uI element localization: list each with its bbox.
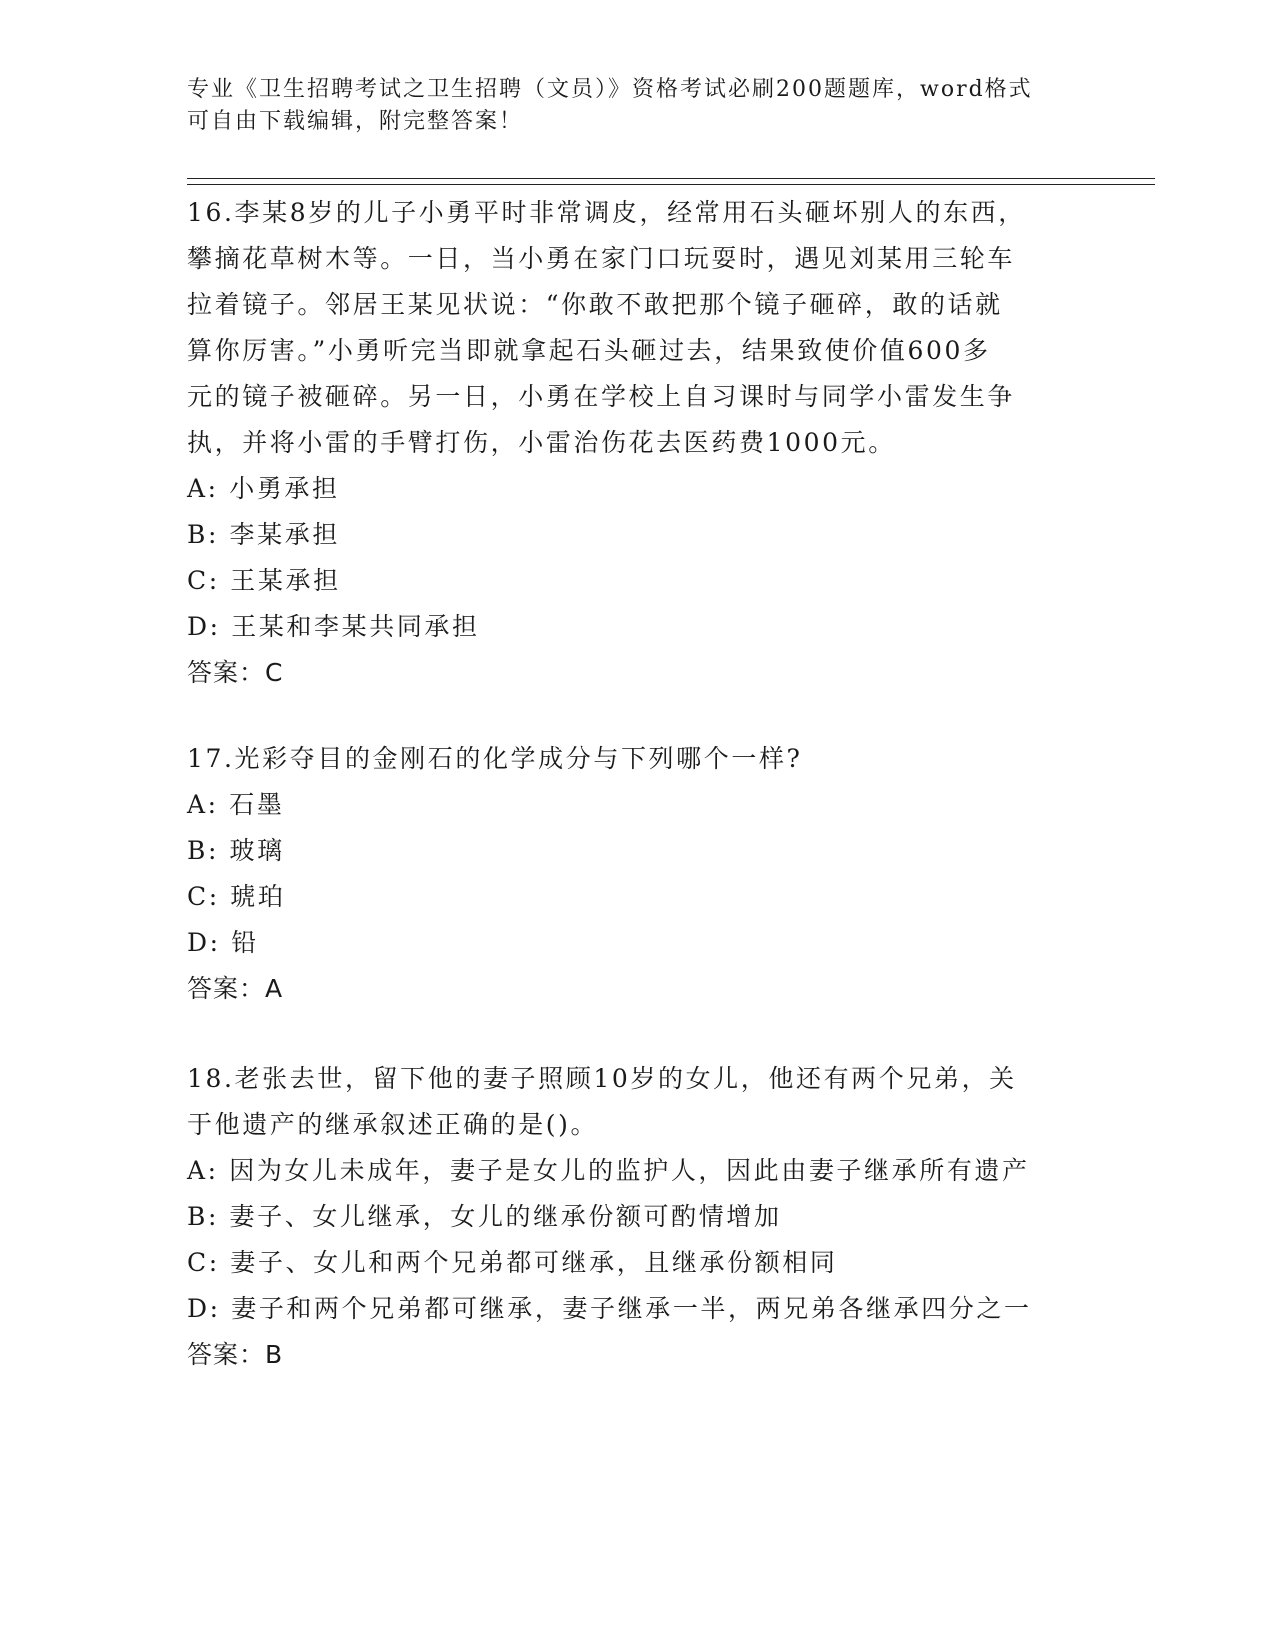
stem-line: 执，并将小雷的手臂打伤，小雷治伤花去医药费1000元。 [187, 428, 896, 457]
stem-line: 拉着镜子。邻居王某见状说：“你敢不敢把那个镜子砸碎，敢的话就 [187, 290, 1003, 319]
answer-line: 答案：B [187, 1340, 284, 1369]
option-c: C: 妻子、女儿和两个兄弟都可继承，且继承份额相同 [187, 1248, 838, 1277]
header-line-1: 专业《卫生招聘考试之卫生招聘（文员）》资格考试必刷200题题库，word格式 [187, 77, 1033, 102]
page-header [187, 74, 1087, 138]
question-stem [187, 190, 1087, 466]
stem-line: 元的镜子被砸碎。另一日，小勇在学校上自习课时与同学小雷发生争 [187, 382, 1016, 411]
option-a: A: 小勇承担 [187, 474, 340, 503]
question-stem [187, 736, 1087, 782]
question-17 [187, 736, 1087, 1012]
stem-line: 18.老张去世，留下他的妻子照顾10岁的女儿，他还有两个兄弟，关 [187, 1064, 1017, 1093]
option-b: B: 妻子、女儿继承，女儿的继承份额可酌情增加 [187, 1202, 782, 1231]
stem-line: 攀摘花草树木等。一日，当小勇在家门口玩耍时，遇见刘某用三轮车 [187, 244, 1016, 273]
option-c: C: 琥珀 [187, 882, 286, 911]
option-d: D: 妻子和两个兄弟都可继承，妻子继承一半，两兄弟各继承四分之一 [187, 1294, 1032, 1323]
option-b: B: 李某承担 [187, 520, 340, 549]
option-d: D: 王某和李某共同承担 [187, 612, 480, 641]
stem-line: 于他遗产的继承叙述正确的是()。 [187, 1110, 599, 1139]
option-c: C: 王某承担 [187, 566, 341, 595]
question-18 [187, 1056, 1087, 1378]
answer-line: 答案：A [187, 974, 284, 1003]
option-a: A: 石墨 [187, 790, 285, 819]
header-rule-bottom [187, 184, 1155, 185]
header-rule-top [187, 178, 1155, 179]
question-stem [187, 1056, 1087, 1148]
stem-line: 算你厉害。”小勇听完当即就拿起石头砸过去，结果致使价值600多 [187, 336, 991, 365]
option-a: A: 因为女儿未成年，妻子是女儿的监护人，因此由妻子继承所有遗产 [187, 1156, 1030, 1185]
answer-line: 答案：C [187, 658, 284, 687]
stem-line: 16.李某8岁的儿子小勇平时非常调皮，经常用石头砸坏别人的东西， [187, 198, 1026, 227]
header-line-2: 可自由下载编辑，附完整答案！ [187, 109, 524, 134]
option-d: D: 铅 [187, 928, 259, 957]
stem-line: 17.光彩夺目的金刚石的化学成分与下列哪个一样? [187, 744, 803, 773]
question-16 [187, 190, 1087, 696]
option-b: B: 玻璃 [187, 836, 285, 865]
